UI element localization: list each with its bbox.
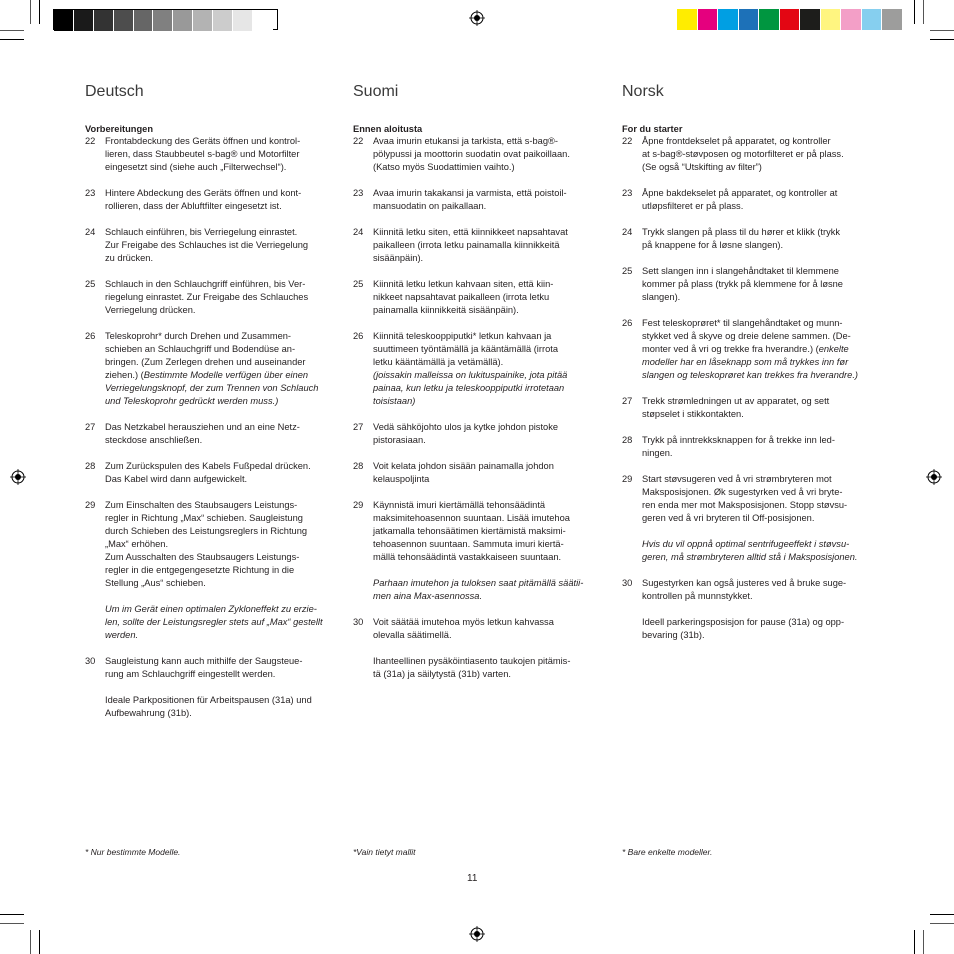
instruction-step [353,421,603,447]
instruction-step [85,655,335,720]
italic-line: painaa, kun letku ja teleskooppiputki irrotetaan [373,383,565,393]
text-line: ningen. [642,448,673,458]
text-line: Trekk strømledningen ut av apparatet, og sett [642,396,830,406]
crop-mark [930,923,954,924]
text-line: tä (31a) ja säilytystä (31b) varten. [373,669,511,679]
text-line: pistorasiaan. [373,435,426,445]
instruction-step [85,330,335,408]
crop-mark [39,930,40,954]
language-heading: Deutsch [85,83,144,100]
italic-fragment: enkelte [818,344,849,354]
step-number: 29 [85,500,96,510]
spacer [622,421,872,434]
spacer [85,447,335,460]
text-line: Ideale Parkpositionen für Arbeitspausen (31a) und [105,695,312,705]
spacer [642,525,872,538]
spacer [105,590,335,603]
text-line: stykket ved å skyve og dreie delene sammen. (De- [642,331,851,341]
page-number: 11 [467,873,478,884]
spacer [353,603,603,616]
instruction-step [85,460,335,486]
instruction-step [85,421,335,447]
text-line: mällä tehonsäädintä vastakkaiseen suuntaan. [373,552,562,562]
color-swatch [841,9,862,30]
text-line: Käynnistä imuri kiertämällä tehonsäädintä [373,500,546,510]
crop-mark [0,914,24,915]
step-text [105,499,335,642]
text-line: Ideell parkeringsposisjon for pause (31a) og opp- [642,617,845,627]
crop-mark [0,39,24,40]
language-heading: Norsk [622,83,664,100]
color-swatch [698,9,719,30]
step-text [105,655,335,720]
step-number: 26 [353,331,364,341]
text-line: Avaa imurin etukansi ja tarkista, että s-bag®- [373,136,558,146]
color-swatch [173,10,193,31]
text-line: paikalleen (irrota letku painamalla kiinnikkeitä [373,240,560,250]
text-line: Das Netzkabel herausziehen und an eine Netz- [105,422,300,432]
step-text [642,135,872,174]
step-text [642,473,872,564]
section-heading: Vorbereitungen [85,124,154,134]
spacer [353,174,603,187]
spacer [85,486,335,499]
text-line: Voit kelata johdon sisään painamalla johdon [373,461,554,471]
step-text [373,226,603,265]
text-line: durch Schieben des Leistungsreglers in Richtung [105,526,308,536]
spacer [353,447,603,460]
text-line: painamalla kiinnikkeitä sisäänpäin). [373,305,519,315]
text-line: lieren, dass Staubbeutel s-bag® und Motorfilter [105,149,300,159]
text-line: at s-bag®-støvposen og motorfilteret er på plass. [642,149,844,159]
text-line: Zum Zurückspulen des Kabels Fußpedal drücken. [105,461,311,471]
italic-line: toisistaan) [373,396,416,406]
color-swatch [718,9,739,30]
text-line: jatkamalla tehonsäätimen kiertämistä maksimi- [373,526,566,536]
spacer [85,174,335,187]
text-line: Fest teleskoprøret* til slangehåndtaket og munn- [642,318,843,328]
text-line: Frontabdeckung des Geräts öffnen und kontrol- [105,136,301,146]
spacer [85,265,335,278]
note-line: Parhaan imutehon ja tuloksen saat pitämällä säätii- [373,578,584,588]
step-text [373,135,603,174]
step-text [373,278,603,317]
text-line: mansuodatin on paikallaan. [373,201,487,211]
text-line: Maksposisjonen. Øk sugestyrken ved å vri bryte- [642,487,843,497]
color-swatch [153,10,173,31]
step-text [642,395,872,421]
note-line: men aina Max-asennossa. [373,591,483,601]
color-swatch [253,10,273,31]
text-line: suuttimeen työntämällä ja kääntämällä (irrota [373,344,558,354]
italic-line: Verriegelungsknopf, der zum Trennen von Schlauch [105,383,319,393]
spacer [622,213,872,226]
text-line: Kiinnitä letku siten, että kiinnikkeet napsahtavat [373,227,568,237]
color-swatch [233,10,253,31]
text-line: Trykk slangen på plass til du hører et klikk (trykk [642,227,841,237]
step-text [373,187,603,213]
text-line [642,343,872,356]
spacer [622,304,872,317]
crop-mark [0,30,24,31]
spacer [85,642,335,655]
text-line: slangen). [642,292,681,302]
text-line [105,369,335,382]
text-line: Start støvsugeren ved å vri strømbryteren mot [642,474,832,484]
spacer [622,174,872,187]
text-line: schieben an Schlauchgriff und Bodendüse an- [105,344,296,354]
color-swatch [54,10,74,31]
crop-mark [930,914,954,915]
text-line: ren enda mer mot Maksposisjonen. Stopp støvsu- [642,500,848,510]
step-text [642,226,872,252]
text-line: Aufbewahrung (31b). [105,708,192,718]
step-number: 26 [622,318,633,328]
spacer [622,564,872,577]
spacer [353,265,603,278]
step-number: 28 [622,435,633,445]
color-swatch [677,9,698,30]
instruction-step [85,278,335,317]
instruction-step [85,499,335,642]
step-text [105,226,335,265]
step-number: 22 [353,136,364,146]
step-number: 26 [85,331,96,341]
column-suomi [353,82,603,681]
text-line: Voit säätää imutehoa myös letkun kahvassa [373,617,554,627]
text-line: riegelung einrastet. Zur Freigabe des Schlauches [105,292,309,302]
crop-mark [923,930,924,954]
section-heading: For du starter [622,124,683,134]
instruction-step [353,278,603,317]
instruction-step [622,226,872,252]
step-text [642,577,872,642]
text-line: olevalla säätimellä. [373,630,452,640]
step-text [373,421,603,447]
text-line: eingesetzt sind (siehe auch „Filterwechsel“). [105,162,287,172]
spacer [622,252,872,265]
crop-mark [30,0,31,24]
registration-mark-icon [926,469,942,485]
note-line: geren, må strømbryteren alltid stå i Maksposisjonen. [642,552,858,562]
text-line: Zur Freigabe des Schlauches ist die Verriegelung [105,240,309,250]
step-text [642,317,872,382]
color-swatch [780,9,801,30]
step-number: 30 [353,617,364,627]
crop-mark [39,0,40,24]
step-number: 27 [85,422,96,432]
instruction-step [622,473,872,564]
column-deutsch [85,82,335,720]
step-number: 24 [85,227,96,237]
step-number: 25 [85,279,96,289]
instruction-step [353,499,603,603]
instruction-step [622,434,872,460]
spacer [105,681,335,694]
spacer [353,317,603,330]
text-line: nikkeet napsahtavat paikalleen (irrota letku [373,292,550,302]
text-line: Verriegelung drücken. [105,305,196,315]
text-line: regler in die entgegengesetzte Richtung in die [105,565,295,575]
spacer [373,564,603,577]
language-heading: Suomi [353,83,399,100]
step-number: 28 [353,461,364,471]
text-line: bringen. (Zum Zerlegen drehen und auseinander [105,357,306,367]
instruction-step [85,226,335,265]
spacer [85,317,335,330]
spacer [85,213,335,226]
step-number: 29 [622,474,633,484]
instruction-step [353,226,603,265]
step-text [105,330,335,408]
step-text [105,421,335,447]
step-number: 28 [85,461,96,471]
note-line: len, sollte der Leistungsregler stets auf „Max“ gestellt [105,617,323,627]
step-text [642,265,872,304]
step-text [373,460,603,486]
grayscale-color-bar [53,9,278,30]
footnote: * Nur bestimmte Modelle. [85,847,181,857]
footnote: *Vain tietyt mallit [353,847,416,857]
text-line: Sugestyrken kan også justeres ved å bruke suge- [642,578,847,588]
text-line: Schlauch einführen, bis Verriegelung einrastet. [105,227,298,237]
text-line: geren ved å vri bryteren til Off-posisjonen. [642,513,815,523]
text-line: Saugleistung kann auch mithilfe der Saugsteue- [105,656,303,666]
spacer [353,486,603,499]
spacer [85,408,335,421]
note-line: Um im Gerät einen optimalen Zykloneffekt zu erzie- [105,604,317,614]
step-text [105,278,335,317]
text-line: Zum Ausschalten des Staubsaugers Leistungs- [105,552,300,562]
step-text [105,187,335,213]
text-line: Das Kabel wird dann aufgewickelt. [105,474,248,484]
instruction-step [622,317,872,382]
text-line: zu drücken. [105,253,154,263]
instruction-step [622,135,872,174]
color-swatch [94,10,114,31]
text-line: „Max“ erhöhen. [105,539,169,549]
note-line: Hvis du vil oppnå optimal sentrifugeeffekt i støvsu- [642,539,850,549]
step-number: 30 [622,578,633,588]
step-number: 24 [353,227,364,237]
text-line: kommer på plass (trykk på klemmene for å løsne [642,279,843,289]
italic-line: modeller har en låseknapp som må trykkes inn før [642,357,849,367]
text-line: sisäänpäin). [373,253,424,263]
text-line: Avaa imurin takakansi ja varmista, että poistoil- [373,188,567,198]
text-line: Kiinnitä letku letkun kahvaan siten, että kiin- [373,279,554,289]
italic-fragment: Bestimmte Modelle verfügen über einen [143,370,309,380]
crop-mark [930,30,954,31]
registration-mark-icon [469,10,485,26]
text-line: Stellung „Aus“ schieben. [105,578,206,588]
instruction-step [353,135,603,174]
text-line: Schlauch in den Schlauchgriff einführen, bis Ver- [105,279,306,289]
crop-mark [930,39,954,40]
color-swatch [134,10,154,31]
step-number: 29 [353,500,364,510]
text-line: Sett slangen inn i slangehåndtaket til klemmene [642,266,839,276]
text-line: letku kääntämällä ja vetämällä). [373,357,504,367]
text-fragment: ziehen.) ( [105,370,144,380]
step-number: 23 [353,188,364,198]
column-norsk [622,82,872,642]
step-number: 22 [85,136,96,146]
instruction-step [353,187,603,213]
text-line: Hintere Abdeckung des Geräts öffnen und kont- [105,188,302,198]
text-line: på knappene for å løsne slangen). [642,240,784,250]
color-swatch [800,9,821,30]
spacer [353,213,603,226]
instruction-step [85,135,335,174]
text-line: utløpsfilteret er på plass. [642,201,744,211]
text-line: pölypussi ja moottorin suodatin ovat paikoillaan. [373,149,570,159]
step-number: 23 [622,188,633,198]
text-line: steckdose anschließen. [105,435,203,445]
italic-line: slangen og teleskoprøret kan trekkes fra hverandre.) [642,370,859,380]
text-line: kontrollen på munnstykket. [642,591,753,601]
instruction-step [622,577,872,642]
text-line: støpselet i stikkontakten. [642,409,744,419]
text-line: Ihanteellinen pysäköintiasento taukojen pitämis- [373,656,571,666]
text-line: kelauspoljinta [373,474,430,484]
spacer [642,603,872,616]
spacer [622,382,872,395]
step-number: 25 [353,279,364,289]
spacer [622,460,872,473]
step-text [105,135,335,174]
color-swatch [862,9,883,30]
text-line: Teleskoprohr* durch Drehen und Zusammen- [105,331,292,341]
text-line: Åpne bakdekselet på apparatet, og kontroller at [642,188,838,198]
step-number: 22 [622,136,633,146]
step-number: 23 [85,188,96,198]
registration-mark-icon [10,469,26,485]
instruction-step [622,187,872,213]
step-text [373,330,603,408]
text-line: Vedä sähköjohto ulos ja kytke johdon pistoke [373,422,559,432]
text-line: (Katso myös Suodattimien vaihto.) [373,162,515,172]
text-line: Trykk på inntrekksknappen for å trekke inn led- [642,435,835,445]
step-text [373,616,603,681]
spacer [373,642,603,655]
text-line: Kiinnitä teleskooppiputki* letkun kahvaan ja [373,331,552,341]
color-swatch [193,10,213,31]
text-fragment: monter ved å vri og trekke fra hverandre.) ( [642,344,819,354]
process-color-bar [677,9,903,30]
text-line: Åpne frontdekselet på apparatet, og kontroller [642,136,831,146]
text-line: bevaring (31b). [642,630,705,640]
instruction-step [353,616,603,681]
color-swatch [74,10,94,31]
step-number: 27 [622,396,633,406]
text-line: maksimitehoasennon suuntaan. Lisää imutehoa [373,513,570,523]
crop-mark [923,0,924,24]
instruction-step [622,395,872,421]
color-swatch [114,10,134,31]
italic-line: und Teleskoprohr gedrückt werden muss.) [105,396,279,406]
step-number: 27 [353,422,364,432]
spacer [353,408,603,421]
step-text [642,434,872,460]
instruction-step [353,330,603,408]
footnote: * Bare enkelte modeller. [622,847,713,857]
step-number: 25 [622,266,633,276]
color-swatch [821,9,842,30]
text-line: rung am Schlauchgriff eingestellt werden. [105,669,276,679]
registration-mark-icon [469,926,485,942]
text-line: regler in Richtung „Max“ schieben. Saugleistung [105,513,303,523]
color-swatch [759,9,780,30]
step-number: 30 [85,656,96,666]
section-heading: Ennen aloitusta [353,124,423,134]
text-line: (Se også “Utskifting av filter”) [642,162,762,172]
step-number: 24 [622,227,633,237]
crop-mark [30,930,31,954]
instruction-step [353,460,603,486]
crop-mark [914,0,915,24]
color-swatch [882,9,903,30]
note-line: werden. [105,630,139,640]
crop-mark [914,930,915,954]
italic-line: (joissakin malleissa on lukituspainike, jota pitää [373,370,568,380]
color-swatch [739,9,760,30]
text-line: tehoasennon suuntaan. Sammuta imuri kiertä- [373,539,564,549]
instruction-step [85,187,335,213]
text-line: Zum Einschalten des Staubsaugers Leistungs- [105,500,298,510]
color-swatch [213,10,233,31]
text-line: rollieren, dass der Abluftfilter eingesetzt ist. [105,201,282,211]
instruction-step [622,265,872,304]
step-text [373,499,603,603]
step-text [105,460,335,486]
step-text [642,187,872,213]
crop-mark [0,923,24,924]
